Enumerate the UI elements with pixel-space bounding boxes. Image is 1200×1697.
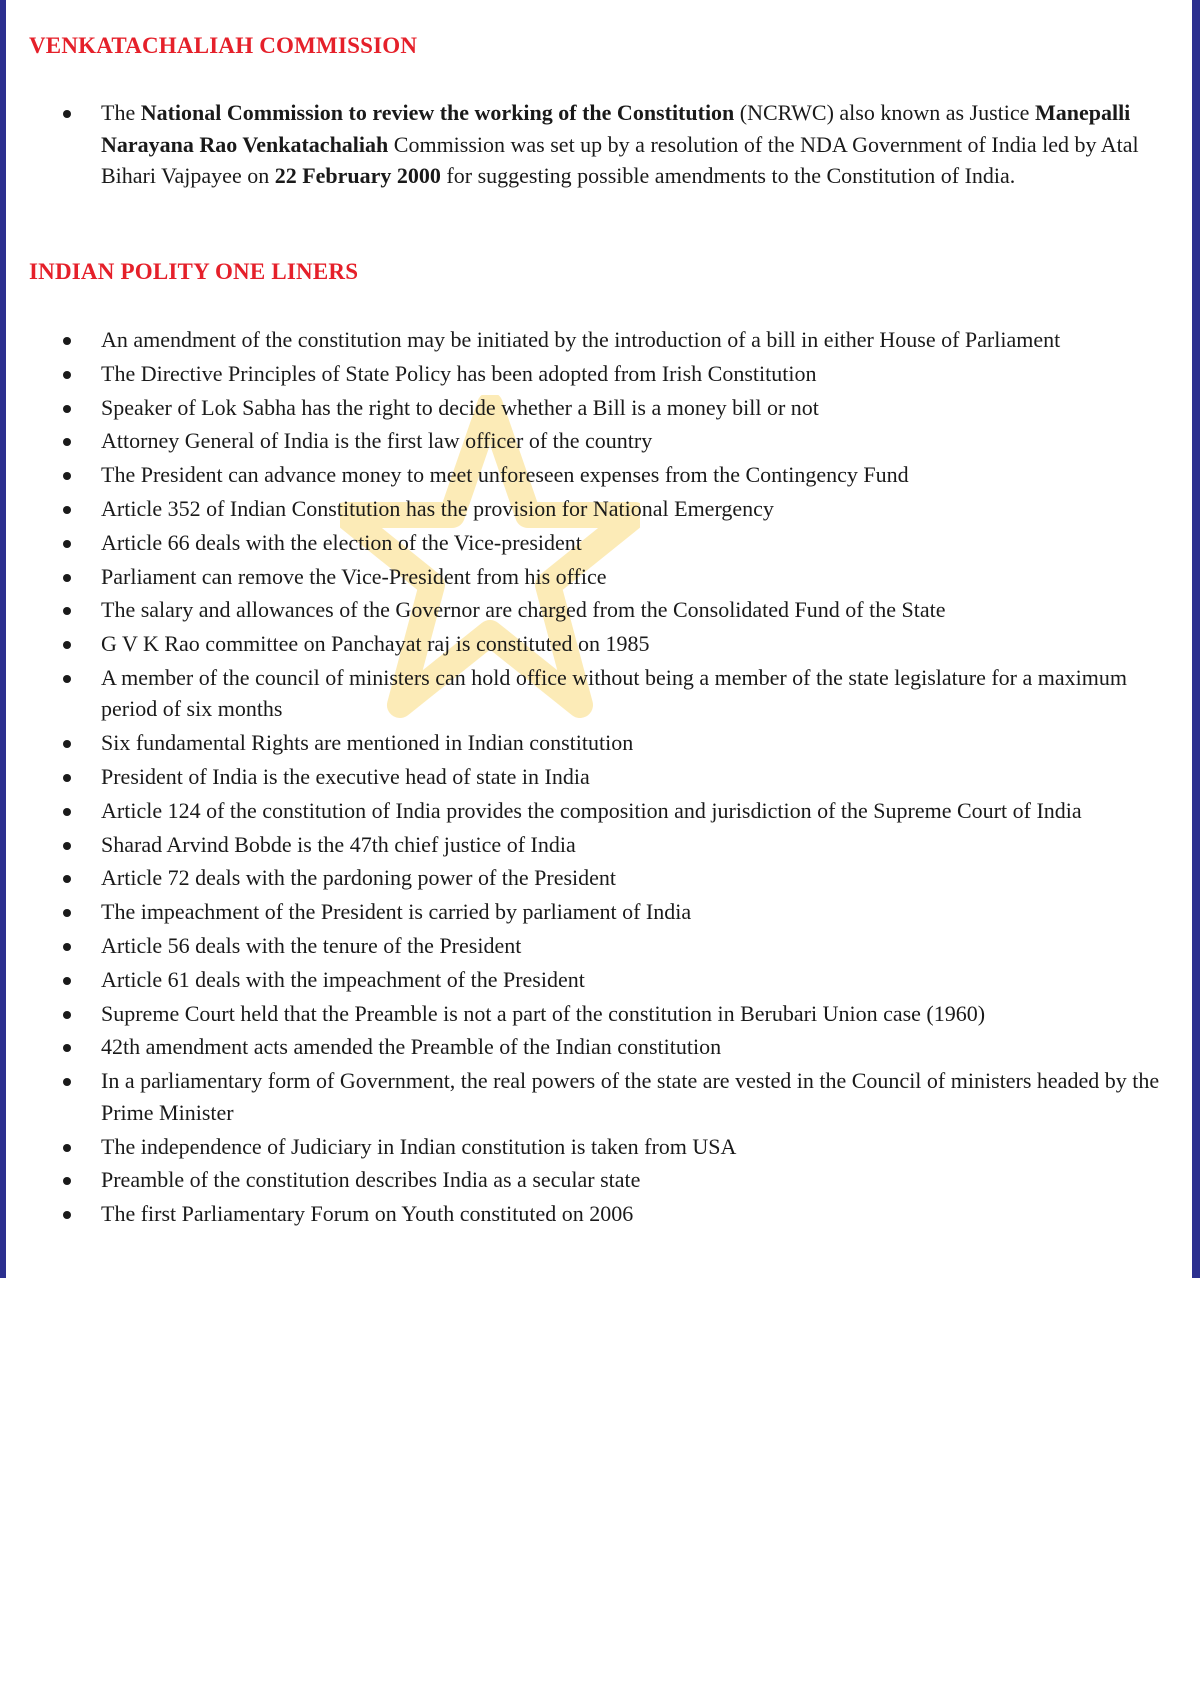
list-item <box>0 1131 1200 1163</box>
bullet-icon <box>63 1144 71 1152</box>
item-text: Speaker of Lok Sabha has the right to decide whether a Bill is a money bill or not <box>101 394 819 420</box>
list-item <box>0 594 1200 626</box>
item-text: Six fundamental Rights are mentioned in Indian constitution <box>101 730 634 756</box>
item-text: for suggesting possible amendments to the Constitution of India. <box>440 163 1016 188</box>
one-liners-list <box>0 324 1200 1232</box>
bullet-icon <box>63 977 71 985</box>
item-text: Article 72 deals with the pardoning power of the President <box>101 865 617 891</box>
bullet-icon <box>63 371 71 379</box>
list-item <box>0 324 1200 356</box>
list-item <box>0 358 1200 390</box>
bullet-icon <box>63 774 71 782</box>
list-item <box>0 727 1200 759</box>
item-text: The President can advance money to meet unforeseen expenses from the Contingency Fund <box>101 462 909 488</box>
list-item <box>0 998 1200 1030</box>
item-text: An amendment of the constitution may be initiated by the introduction of a bill in either House of Parliament <box>101 327 1061 352</box>
list-item <box>0 459 1200 491</box>
list-item <box>0 662 1200 725</box>
bullet-icon <box>63 943 71 951</box>
list-item <box>0 862 1200 894</box>
item-text: Article 66 deals with the election of the Vice-president <box>101 529 582 555</box>
bullet-icon <box>63 110 71 118</box>
item-text: The salary and allowances of the Governor are charged from the Consolidated Fund of the State <box>101 597 946 623</box>
bullet-icon <box>63 641 71 649</box>
item-text: Article 56 deals with the tenure of the President <box>101 933 522 959</box>
item-text: Supreme Court held that the Preamble is not a part of the constitution in Berubari Union case (1960) <box>101 1000 986 1026</box>
list-item <box>0 930 1200 962</box>
item-text: The impeachment of the President is carried by parliament of India <box>101 899 692 925</box>
bullet-icon <box>63 540 71 548</box>
item-text: Attorney General of India is the first law officer of the country <box>101 428 653 454</box>
item-text: The independence of Judiciary in Indian constitution is taken from USA <box>101 1133 737 1159</box>
list-item <box>0 1065 1200 1128</box>
bullet-icon <box>63 808 71 816</box>
bullet-icon <box>63 438 71 446</box>
bullet-icon <box>63 1011 71 1019</box>
list-item <box>0 392 1200 424</box>
item-text: Commission was set up by a resolution of the NDA Government of India led by Atal Bihari Vajpayee on <box>101 131 1139 188</box>
list-item <box>0 1164 1200 1196</box>
list-item <box>0 493 1200 525</box>
section-heading-venkatachaliah: VENKATACHALIAH COMMISSION <box>29 33 418 58</box>
bullet-icon <box>63 506 71 514</box>
item-text: Article 124 of the constitution of India provides the composition and jurisdiction of the Supreme Court of India <box>101 797 1082 823</box>
item-text: Article 352 of Indian Constitution has the provision for National Emergency <box>101 495 774 521</box>
bullet-icon <box>63 675 71 683</box>
bullet-icon <box>63 405 71 413</box>
item-text: G V K Rao committee on Panchayat raj is constituted on 1985 <box>101 631 650 657</box>
bullet-icon <box>63 1044 71 1052</box>
bullet-icon <box>63 740 71 748</box>
item-text: Parliament can remove the Vice-President from his office <box>101 563 607 589</box>
bullet-icon <box>63 1078 71 1086</box>
list-item <box>0 829 1200 861</box>
bullet-icon <box>63 337 71 345</box>
item-text: Article 61 deals with the impeachment of the President <box>101 966 585 992</box>
item-text: President of India is the executive head of state in India <box>101 764 590 790</box>
item-text: Preamble of the constitution describes India as a secular state <box>101 1167 641 1193</box>
item-text: 42th amendment acts amended the Preamble of the Indian constitution <box>101 1034 722 1060</box>
setup-date: 22 February 2000 <box>274 163 441 188</box>
list-item <box>0 1198 1200 1230</box>
justice-name: Manepalli Narayana Rao Venkatachaliah <box>101 100 1131 157</box>
commission-name: National Commission to review the working of the Constitution <box>140 100 735 125</box>
item-text: (NCRWC) also known as Justice <box>734 100 1035 125</box>
item-text: The <box>101 100 141 125</box>
item-text: Sharad Arvind Bobde is the 47th chief justice of India <box>101 831 576 857</box>
list-item <box>0 425 1200 457</box>
item-text: The first Parliamentary Forum on Youth constituted on 2006 <box>101 1201 634 1227</box>
bullet-icon <box>63 607 71 615</box>
list-item <box>0 97 1200 192</box>
item-text: The Directive Principles of State Policy has been adopted from Irish Constitution <box>101 360 817 386</box>
bullet-icon <box>63 909 71 917</box>
bullet-icon <box>63 875 71 883</box>
list-item <box>0 561 1200 593</box>
list-item <box>0 795 1200 827</box>
item-text: In a parliamentary form of Government, the real powers of the state are vested in the Council of ministers headed by the Prime Minister <box>101 1068 1160 1125</box>
list-item <box>0 527 1200 559</box>
commission-list <box>0 97 1200 192</box>
list-item <box>0 761 1200 793</box>
bullet-icon <box>63 472 71 480</box>
bullet-icon <box>63 1177 71 1185</box>
bullet-icon <box>63 842 71 850</box>
bullet-icon <box>63 1211 71 1219</box>
list-item <box>0 896 1200 928</box>
section-heading-one-liners: INDIAN POLITY ONE LINERS <box>29 259 359 284</box>
bullet-icon <box>63 574 71 582</box>
list-item <box>0 964 1200 996</box>
list-item <box>0 1031 1200 1063</box>
item-text: A member of the council of ministers can hold office without being a member of the state legislature for a maximum period of six months <box>101 664 1127 722</box>
list-item <box>0 628 1200 660</box>
